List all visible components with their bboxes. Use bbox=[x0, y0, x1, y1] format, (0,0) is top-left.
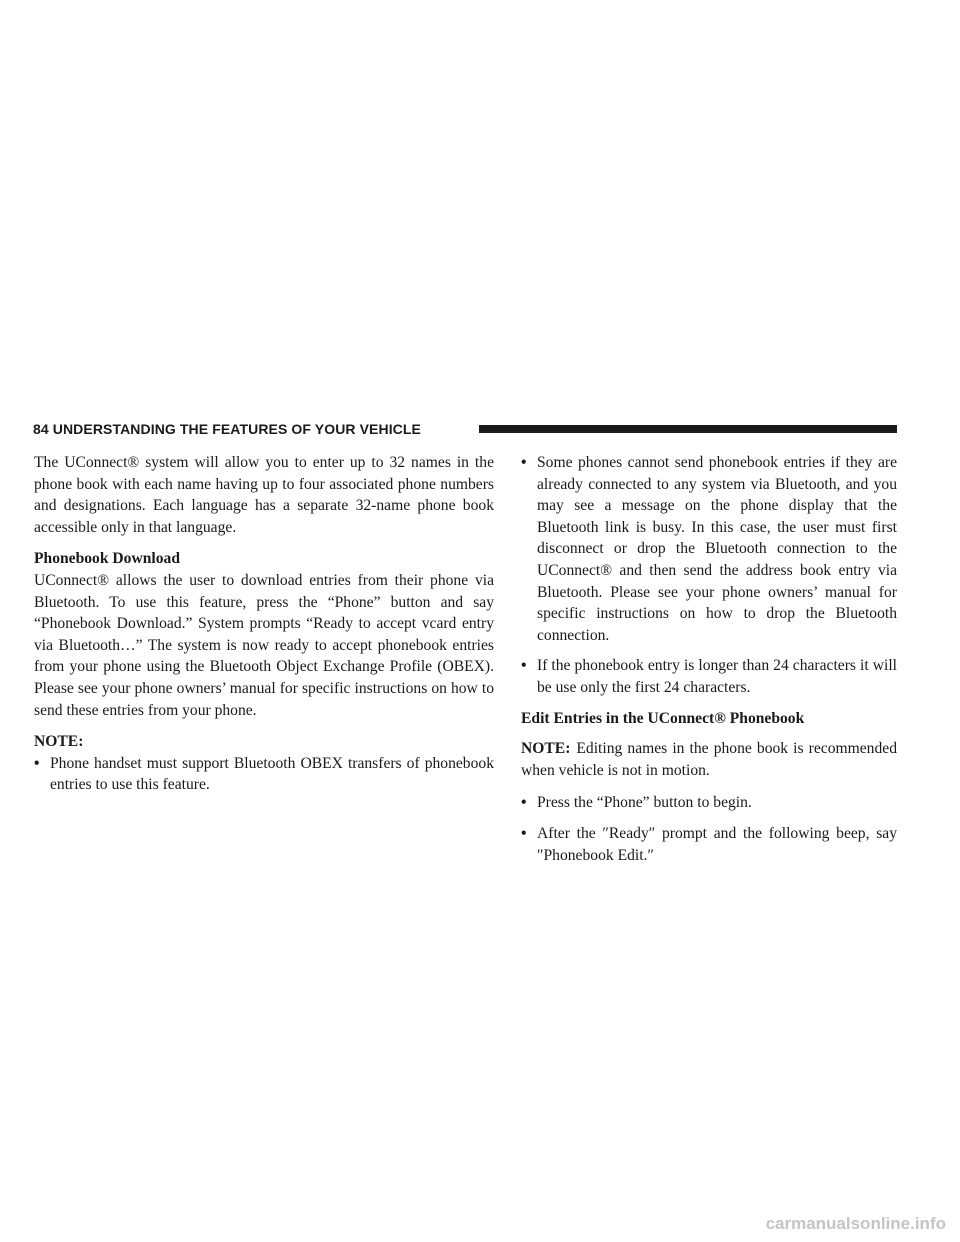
page-header bbox=[33, 419, 897, 439]
list-item bbox=[521, 792, 897, 814]
list-item-text: Some phones cannot send phonebook entries if they are already connected to any system via Bluetooth, and you may see a message on the phone display that the Bluetooth link is busy. In this case, the user must first disconnect or drop the Bluetooth connection to the UConnect® and then send the address book entry via Bluetooth. Please see your phone owners’ manual for specific instructions on how to drop the Bluetooth connection. bbox=[537, 454, 897, 644]
bullet-icon: • bbox=[521, 657, 527, 675]
list-item bbox=[521, 823, 897, 866]
page-number-and-section-title: 84 UNDERSTANDING THE FEATURES OF YOUR VEHICLE bbox=[33, 421, 421, 437]
header-rule-bar bbox=[479, 425, 897, 433]
bullet-icon: • bbox=[521, 824, 527, 842]
list-item bbox=[521, 655, 897, 698]
watermark: carmanualsonline.info bbox=[765, 1214, 946, 1233]
bullet-icon: • bbox=[521, 454, 527, 471]
list-item-text: Press the “Phone” button to begin. bbox=[537, 794, 752, 812]
list-item-text: After the ″Ready″ prompt and the following beep, say ″Phonebook Edit.″ bbox=[537, 824, 897, 864]
list-item-text: If the phonebook entry is longer than 24 characters it will be use only the first 24 characters. bbox=[537, 657, 897, 696]
right-column bbox=[521, 452, 897, 875]
note-heading: NOTE: bbox=[34, 733, 84, 751]
list-item bbox=[521, 452, 897, 646]
bullet-icon: • bbox=[521, 794, 527, 812]
note-text: Editing names in the phone book is recommended when vehicle is not in motion. bbox=[521, 740, 897, 779]
intro-paragraph: The UConnect® system will allow you to enter up to 32 names in the phone book with each name having up to four associated phone numbers and designations. Each language has a separate 32-name phone book accessible only in that language. bbox=[34, 454, 494, 536]
edit-note-paragraph bbox=[521, 738, 897, 781]
phonebook-download-heading: Phonebook Download bbox=[34, 550, 181, 568]
left-column bbox=[34, 452, 494, 806]
note-label: NOTE: bbox=[521, 740, 571, 758]
list-item-text: Phone handset must support Bluetooth OBEX transfers of phonebook entries to use this feature. bbox=[50, 754, 494, 794]
list-item bbox=[34, 753, 494, 796]
edit-entries-heading: Edit Entries in the UConnect® Phonebook bbox=[521, 709, 805, 727]
phonebook-download-paragraph: UConnect® allows the user to download entries from their phone via Bluetooth. To use this feature, press the “Phone” button and say “Phonebook Download.” System prompts “Ready to accept vcard entry via Bluetooth…” The system is now ready to accept phonebook entries from your phone using the Bluetooth Object Exchange Profile (OBEX). Please see your phone owners’ manual for specific instructions on how to send these entries from your phone. bbox=[34, 571, 494, 719]
bullet-icon: • bbox=[34, 754, 40, 772]
